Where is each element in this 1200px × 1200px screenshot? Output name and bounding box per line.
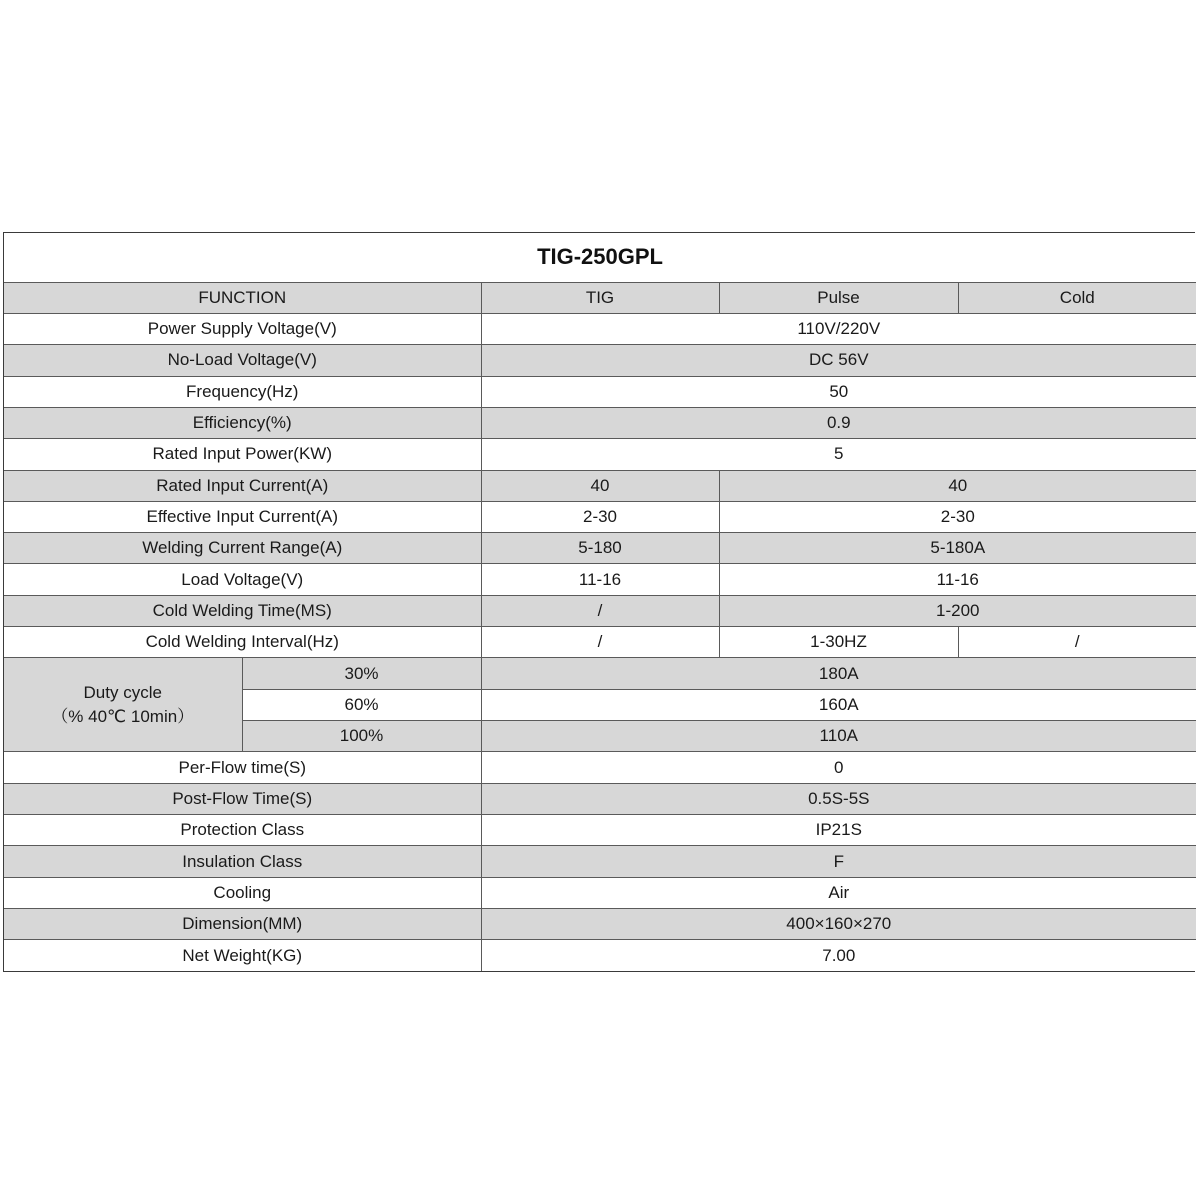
row-value-cold: /: [958, 627, 1196, 658]
duty-cycle-row: [4, 658, 1196, 689]
row-label: Net Weight(KG): [4, 940, 481, 971]
row-label: Efficiency(%): [4, 407, 481, 438]
row-value-tig: 40: [481, 470, 719, 501]
row-value-tig: 5-180: [481, 533, 719, 564]
row-value: 0.5S-5S: [481, 783, 1196, 814]
row-value: 0: [481, 752, 1196, 783]
table-row: [4, 846, 1196, 877]
duty-cycle-percent: 60%: [242, 689, 481, 720]
header-row: [4, 282, 1196, 313]
row-value: 50: [481, 376, 1196, 407]
row-label: Dimension(MM): [4, 909, 481, 940]
header-function: FUNCTION: [4, 282, 481, 313]
table-row: [4, 501, 1196, 532]
row-value: 5: [481, 439, 1196, 470]
row-label: Load Voltage(V): [4, 564, 481, 595]
row-value-tig: /: [481, 627, 719, 658]
table-row: [4, 752, 1196, 783]
table-row: [4, 313, 1196, 344]
spec-table: [4, 233, 1196, 971]
row-value-tig: /: [481, 595, 719, 626]
duty-cycle-conditions: （% 40℃ 10min）: [51, 706, 195, 726]
row-label: Frequency(Hz): [4, 376, 481, 407]
table-title: TIG-250GPL: [4, 233, 1196, 282]
row-label: Effective Input Current(A): [4, 501, 481, 532]
header-pulse: Pulse: [719, 282, 958, 313]
row-value-pulse-cold: 11-16: [719, 564, 1196, 595]
header-cold: Cold: [958, 282, 1196, 313]
row-label: Protection Class: [4, 815, 481, 846]
table-row: [4, 877, 1196, 908]
duty-cycle-value: 160A: [481, 689, 1196, 720]
table-row: [4, 815, 1196, 846]
header-tig: TIG: [481, 282, 719, 313]
table-row: [4, 909, 1196, 940]
row-label: Power Supply Voltage(V): [4, 313, 481, 344]
row-label: Cold Welding Time(MS): [4, 595, 481, 626]
row-value-pulse: 1-30HZ: [719, 627, 958, 658]
row-value-tig: 2-30: [481, 501, 719, 532]
row-value: F: [481, 846, 1196, 877]
row-label: Rated Input Current(A): [4, 470, 481, 501]
row-value: DC 56V: [481, 345, 1196, 376]
table-row: [4, 533, 1196, 564]
row-label: Per-Flow time(S): [4, 752, 481, 783]
row-value-tig: 11-16: [481, 564, 719, 595]
row-value-pulse-cold: 40: [719, 470, 1196, 501]
row-label: Cold Welding Interval(Hz): [4, 627, 481, 658]
table-row: [4, 439, 1196, 470]
row-value: 0.9: [481, 407, 1196, 438]
table-row: [4, 627, 1196, 658]
duty-cycle-label: [4, 658, 242, 752]
spec-sheet: [3, 232, 1195, 972]
row-label: Cooling: [4, 877, 481, 908]
row-value: 400×160×270: [481, 909, 1196, 940]
row-value: 110V/220V: [481, 313, 1196, 344]
duty-cycle-value: 110A: [481, 721, 1196, 752]
table-row: [4, 345, 1196, 376]
row-label: Insulation Class: [4, 846, 481, 877]
row-value: Air: [481, 877, 1196, 908]
table-row: [4, 940, 1196, 971]
duty-cycle-percent: 100%: [242, 721, 481, 752]
duty-cycle-title: Duty cycle: [83, 682, 162, 702]
table-row: [4, 407, 1196, 438]
duty-cycle-percent: 30%: [242, 658, 481, 689]
row-label: No-Load Voltage(V): [4, 345, 481, 376]
table-row: [4, 376, 1196, 407]
row-value-pulse-cold: 2-30: [719, 501, 1196, 532]
row-value: IP21S: [481, 815, 1196, 846]
title-row: [4, 233, 1196, 282]
row-label: Post-Flow Time(S): [4, 783, 481, 814]
row-value-pulse-cold: 1-200: [719, 595, 1196, 626]
row-label: Rated Input Power(KW): [4, 439, 481, 470]
table-row: [4, 564, 1196, 595]
duty-cycle-value: 180A: [481, 658, 1196, 689]
table-row: [4, 595, 1196, 626]
row-value-pulse-cold: 5-180A: [719, 533, 1196, 564]
table-row: [4, 470, 1196, 501]
row-label: Welding Current Range(A): [4, 533, 481, 564]
table-row: [4, 783, 1196, 814]
row-value: 7.00: [481, 940, 1196, 971]
